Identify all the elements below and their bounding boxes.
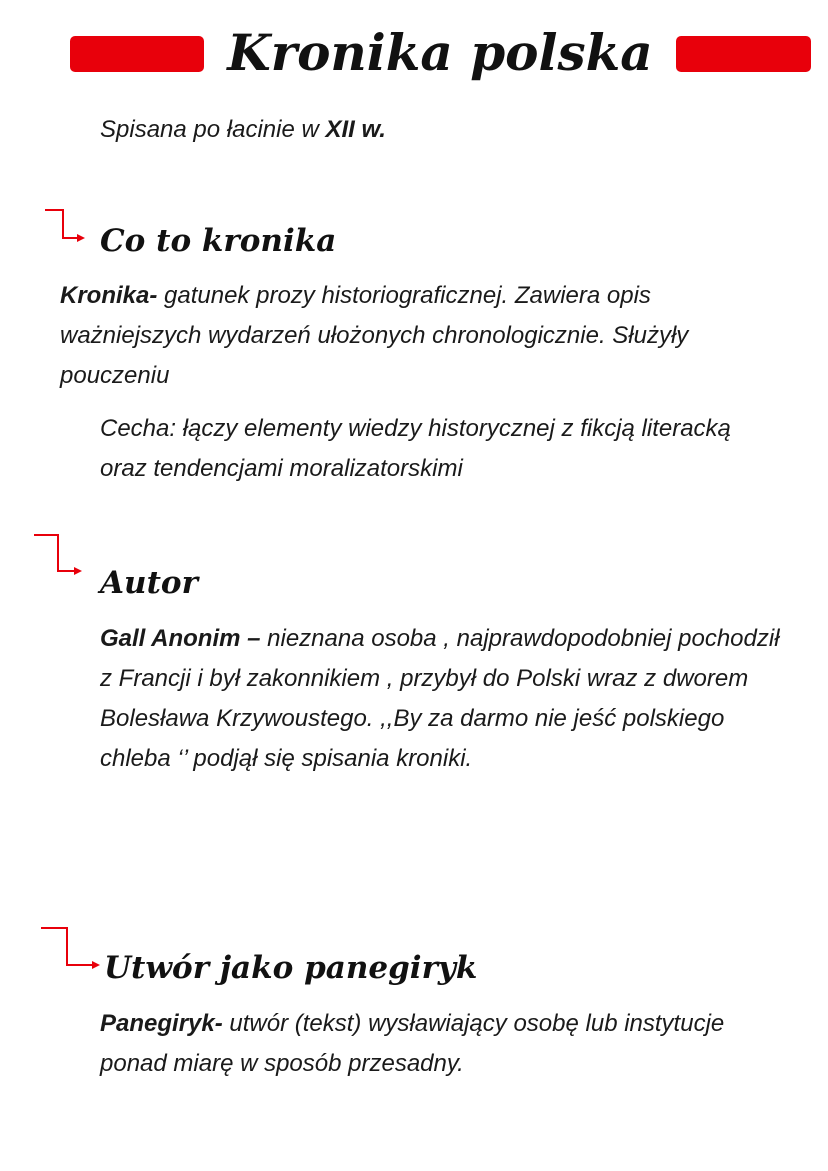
kronika-definition-text: gatunek prozy historiograficznej. Zawiera opis ważniejszych wydarzeń ułożonych chronologicznie. Służyły pouczeniu — [60, 282, 689, 389]
section-heading-panegiryk: Utwór jako panegiryk — [104, 950, 478, 986]
intro-line — [100, 110, 780, 150]
autor-definition — [100, 619, 782, 779]
intro-century: XII w. — [325, 116, 386, 143]
corner-arrow-right-icon — [33, 533, 83, 579]
kronika-term: Kronika- — [60, 282, 158, 309]
corner-arrow-right-icon — [44, 208, 86, 246]
kronika-feature-note: Cecha: łączy elementy wiedzy historycznej z fikcją literacką oraz tendencjami moralizatorskimi — [100, 415, 731, 482]
kronika-definition — [60, 276, 760, 396]
title-bar-left — [70, 36, 204, 72]
section-heading-kronika: Co to kronika — [100, 223, 337, 259]
corner-arrow-right-icon — [40, 926, 102, 972]
panegiryk-definition — [100, 1004, 760, 1084]
intro-text: Spisana po łacinie w — [100, 116, 326, 143]
title-bar-right — [676, 36, 811, 72]
panegiryk-term: Panegiryk- — [100, 1010, 223, 1037]
page-title: Kronika polska — [227, 23, 653, 82]
panegiryk-definition-text: utwór (tekst) wysławiający osobę lub instytucje ponad miarę w sposób przesadny. — [100, 1010, 725, 1077]
autor-definition-text: nieznana osoba , najprawdopodobniej pochodził z Francji i był zakonnikiem , przybył do Polski wraz z dworem Bolesława Krzywoustego. ,,By za darmo nie jeść polskiego chleba ‘’ podjął się spisania kroniki. — [100, 625, 780, 772]
section-heading-autor: Autor — [100, 565, 198, 601]
autor-term: Gall Anonim – — [100, 625, 261, 652]
